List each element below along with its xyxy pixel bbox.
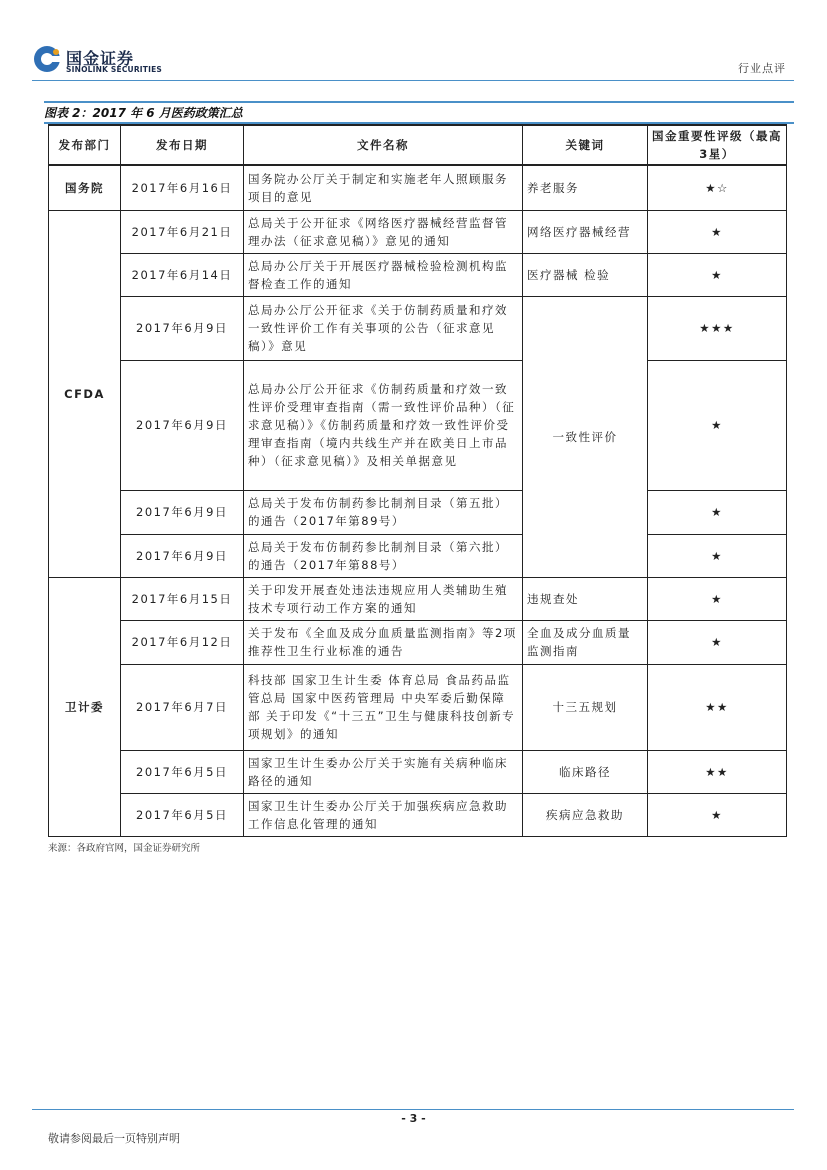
date-cell: 2017年6月9日 <box>121 490 244 534</box>
title-cell: 总局办公厅公开征求《仿制药质量和疗效一致性评价受理审查指南（需一致性评价品种）（征求意见稿）》《仿制药质量和疗效一致性评价受理审查指南（境内共线生产并在欧美日上市品种）（征求意见稿）》及相关单据意见 <box>244 360 523 490</box>
page-number: - 3 - <box>401 1112 426 1125</box>
header-title: 文件名称 <box>244 125 523 165</box>
page-header <box>32 44 794 80</box>
rating-cell: ★ <box>648 534 787 577</box>
table-row <box>49 793 787 836</box>
table-caption: 图表 2：2017 年 6 月医药政策汇总 <box>44 106 243 120</box>
table-row <box>49 664 787 750</box>
logo-chinese-name: 国金证券 <box>66 49 135 68</box>
source-note: 来源：各政府官网，国金证券研究所 <box>48 843 201 854</box>
keyword-cell: 十三五规划 <box>523 664 648 750</box>
table-row <box>49 296 787 360</box>
keyword-cell: 养老服务 <box>523 165 648 210</box>
date-cell: 2017年6月16日 <box>121 165 244 210</box>
header-divider <box>32 80 794 81</box>
date-cell: 2017年6月21日 <box>121 210 244 253</box>
date-cell: 2017年6月12日 <box>121 620 244 664</box>
title-cell: 国家卫生计生委办公厅关于实施有关病种临床路径的通知 <box>244 750 523 793</box>
keyword-cell: 医疗器械 检验 <box>523 253 648 296</box>
rating-cell: ★ <box>648 577 787 620</box>
date-cell: 2017年6月5日 <box>121 750 244 793</box>
table-row <box>49 165 787 210</box>
rating-cell: ★☆ <box>648 165 787 210</box>
table-row <box>49 360 787 490</box>
table-row <box>49 577 787 620</box>
table-header-row <box>49 125 787 165</box>
table-row <box>49 253 787 296</box>
logo-english-name: SINOLINK SECURITIES <box>66 65 163 74</box>
rating-cell: ★ <box>648 253 787 296</box>
date-cell: 2017年6月15日 <box>121 577 244 620</box>
title-cell: 国务院办公厅关于制定和实施老年人照顾服务项目的意见 <box>244 165 523 210</box>
title-cell: 总局办公厅关于开展医疗器械检验检测机构监督检查工作的通知 <box>244 253 523 296</box>
title-cell: 总局关于发布仿制药参比制剂目录（第五批）的通告（2017年第89号） <box>244 490 523 534</box>
title-cell: 总局关于发布仿制药参比制剂目录（第六批）的通告（2017年第88号） <box>244 534 523 577</box>
dept-cell: 卫计委 <box>49 577 121 836</box>
header-keyword: 关键词 <box>523 125 648 165</box>
policy-table <box>48 124 787 837</box>
table-row <box>49 534 787 577</box>
table-row <box>49 620 787 664</box>
disclaimer-note: 敬请参阅最后一页特别声明 <box>48 1132 180 1145</box>
date-cell: 2017年6月9日 <box>121 360 244 490</box>
date-cell: 2017年6月5日 <box>121 793 244 836</box>
rating-cell: ★ <box>648 793 787 836</box>
dept-cell: 国务院 <box>49 165 121 210</box>
title-cell: 关于发布《全血及成分血质量监测指南》等2项推荐性卫生行业标准的通告 <box>244 620 523 664</box>
date-cell: 2017年6月9日 <box>121 296 244 360</box>
keyword-cell: 全血及成分血质量监测指南 <box>523 620 648 664</box>
title-cell: 科技部 国家卫生计生委 体育总局 食品药品监管总局 国家中医药管理局 中央军委后勤保障部 关于印发《“十三五”卫生与健康科技创新专项规划》的通知 <box>244 664 523 750</box>
keyword-cell: 违规查处 <box>523 577 648 620</box>
date-cell: 2017年6月7日 <box>121 664 244 750</box>
document-type: 行业点评 <box>738 62 786 75</box>
table-row <box>49 750 787 793</box>
keyword-cell: 临床路径 <box>523 750 648 793</box>
sinolink-logo-icon <box>32 44 62 74</box>
date-cell: 2017年6月14日 <box>121 253 244 296</box>
title-cell: 总局办公厅公开征求《关于仿制药质量和疗效一致性评价工作有关事项的公告（征求意见稿）》意见 <box>244 296 523 360</box>
rating-cell: ★★ <box>648 750 787 793</box>
rating-cell: ★★ <box>648 664 787 750</box>
title-cell: 总局关于公开征求《网络医疗器械经营监督管理办法（征求意见稿）》意见的通知 <box>244 210 523 253</box>
header-rating: 国金重要性评级（最高3星） <box>648 125 787 165</box>
header-dept: 发布部门 <box>49 125 121 165</box>
keyword-cell: 疾病应急救助 <box>523 793 648 836</box>
footer-divider <box>32 1109 794 1110</box>
header-date: 发布日期 <box>121 125 244 165</box>
rating-cell: ★★★ <box>648 296 787 360</box>
date-cell: 2017年6月9日 <box>121 534 244 577</box>
title-cell: 国家卫生计生委办公厅关于加强疾病应急救助工作信息化管理的通知 <box>244 793 523 836</box>
keyword-cell: 一致性评价 <box>523 296 648 577</box>
rating-cell: ★ <box>648 210 787 253</box>
keyword-cell: 网络医疗器械经营 <box>523 210 648 253</box>
rating-cell: ★ <box>648 360 787 490</box>
caption-top-rule <box>44 101 794 103</box>
table-row <box>49 210 787 253</box>
rating-cell: ★ <box>648 620 787 664</box>
table-row <box>49 490 787 534</box>
dept-cell: CFDA <box>49 210 121 577</box>
title-cell: 关于印发开展查处违法违规应用人类辅助生殖技术专项行动工作方案的通知 <box>244 577 523 620</box>
rating-cell: ★ <box>648 490 787 534</box>
